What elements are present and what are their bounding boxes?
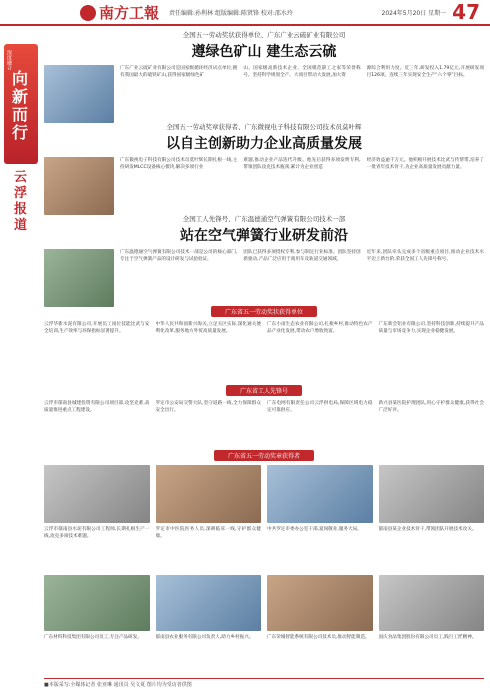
award-row-2: [44, 575, 484, 679]
profile-caption: 广东材料科技集团有限公司员工,专注产品研发。: [44, 635, 142, 640]
sidebar-subtitle: 深度融合: [6, 50, 12, 70]
section-banner: [44, 385, 484, 396]
profile-caption: 中共罗定市委办公室干部,爱岗敬业,服务大局。: [267, 527, 362, 532]
portrait-photo: [44, 465, 150, 523]
profile-card: [379, 465, 485, 573]
list-item: 新兴县某医院护理团队,用心守护群众健康,获得社会广泛好评。: [378, 401, 484, 414]
profile-caption: 广东荣城智能系统有限公司技术员,推动智能制造。: [267, 635, 370, 640]
portrait-photo: [379, 575, 485, 631]
article-col: 广东温德通空气弹簧有限公司技术一部是公司的核心部门,专注于空气弹簧产品的设计研发与试验验证,: [120, 250, 238, 263]
article-col: 近年来,团队牵头完成多个省级重点项目,推动企业技术水平迈上新台阶,荣获全国工人先锋号称号。: [366, 250, 484, 263]
article-wendetong: [44, 214, 484, 306]
article-kicker: 全国五一劳动奖状获得单位、广东广业云硫矿业有限公司: [182, 31, 346, 39]
profile-caption: 郁南县农业服务有限公司负责人,助力乡村振兴。: [155, 635, 254, 640]
article-col: 经济效益逾千万元。他积极开展技术比武与传帮带,培养了一批青年技术骨干,为企业高质量发展贡献力量。: [366, 158, 484, 171]
masthead: [0, 0, 490, 26]
article-col: 难题,推动企业产品迭代升级。他先后获得多项发明专利,带领团队攻克技术瓶颈,累计为企业创造: [243, 158, 361, 171]
sidebar-title: 向新而行: [12, 69, 29, 142]
masthead-logo: [80, 2, 159, 23]
profile-card: [379, 575, 485, 679]
portrait-photo: [156, 465, 262, 523]
article-weishi: [44, 122, 484, 214]
page-number: 47: [452, 0, 480, 24]
list-item: 广东小雨生态农业有限公司,扎根乡村,推动特色农产品产业化发展,带动农户增收致富。: [267, 322, 373, 335]
portrait-photo: [267, 465, 373, 523]
pioneer-teams: [44, 400, 484, 450]
section-banner-label: 广东省工人先锋号: [226, 385, 302, 396]
editor-credits: 责任编辑:孙利林 组版编辑:陈贤锋 校对:邵水玲: [169, 9, 293, 17]
page-footer: ■本版采写:全媒体记者 张亚琳 通讯员 吴文夏 图片均为受访者供图: [44, 678, 484, 688]
article-col: 源综合利用力度。近三年,研发投入1.79亿元,开展研发项目126项。连续三年实现安全生产“六个零”目标。: [366, 66, 484, 79]
list-item: 云浮华新水泥有限公司,开展员工岗位技能比武与安全培训,生产效率与环保指标显著提升。: [44, 322, 150, 335]
award-row-1: [44, 465, 484, 573]
article-yunliu: [44, 30, 484, 122]
list-item: 广东电网有限责任公司云浮供电局,保障区域电力稳定可靠供应。: [267, 401, 373, 414]
photo: [44, 65, 114, 123]
portrait-photo: [156, 575, 262, 631]
photo: [44, 249, 114, 307]
profile-card: [44, 575, 150, 679]
list-item: 云浮市郁南县城建投资有限公司项目部,攻坚克难,高质量推进重点工程建设。: [44, 401, 150, 414]
list-item: 广东新会铝业有限公司,坚持科技创新,持续提升产品质量与市场竞争力,实现企业稳健发展。: [378, 322, 484, 335]
list-item: 中华人民共和国新兴海关,立足关区实际,深化通关便利化改革,服务地方外贸高质量发展。: [155, 322, 261, 335]
section-banner: [44, 306, 484, 317]
article-columns: [44, 157, 484, 215]
section-sidebar: [0, 30, 40, 690]
article-col: 团队已获得多项授权专利,参与制定行业标准。团队坚持创新驱动,产品广泛应用于商用车及轨道交通领域。: [243, 250, 361, 263]
medal-units: [44, 321, 484, 385]
profile-caption: 云浮市郁南县水泥有限公司工程师,长期扎根生产一线,攻克多项技术难题。: [44, 527, 150, 540]
article-columns: [44, 249, 484, 307]
logo-emblem-icon: [80, 5, 96, 21]
article-title: 遵绿色矿山 建生态云硫: [191, 44, 337, 60]
section-banner-label: 广东省五一劳动奖状获得单位: [211, 306, 317, 317]
profile-caption: 郁南县某企业技术骨干,带领团队开展技术攻关。: [378, 527, 477, 532]
profile-card: [267, 465, 373, 573]
issue-date: 2024年5月20日 星期一: [381, 9, 447, 17]
logo-text: 南方工報: [99, 3, 160, 22]
photo: [44, 157, 114, 215]
portrait-photo: [267, 575, 373, 631]
portrait-photo: [379, 465, 485, 523]
page-content: [44, 30, 484, 679]
article-kicker: 全国五一劳动奖章获得者、广东微视电子科技有限公司技术员莫叶辉: [166, 123, 362, 131]
article-title: 站在空气弹簧行业研发前沿: [180, 228, 348, 244]
section-label: 云浮报道: [14, 170, 28, 233]
portrait-photo: [44, 575, 150, 631]
article-col: 山、国家级高新技术企业、全国模范职工之家等荣誉称号。坚持科学规划全产、大项目带动大发展,加大资: [243, 66, 361, 79]
article-kicker: 全国工人先锋号、广东温德通空气弹簧有限公司技术一部: [182, 215, 346, 223]
section-banner: [44, 450, 484, 461]
article-title: 以自主创新助力企业高质量发展: [166, 136, 362, 152]
section-banner-label: 广东省五一劳动奖章获得者: [214, 450, 314, 461]
article-col: 广东广业云硫矿业有限公司是国家级循环经济试点单位,拥有我国最大的硫铁矿山,获得国家级绿色矿: [120, 66, 238, 79]
profile-card: [44, 465, 150, 573]
profile-card: [156, 575, 262, 679]
profile-card: [267, 575, 373, 679]
profile-caption: 国庆食品集团股份有限公司员工,践行工匠精神。: [378, 635, 477, 640]
article-col: 广东微视电子科技有限公司技术员莫叶辉长期扎根一线,主持研发MLCC设备核心模块,解决多项行业: [120, 158, 238, 171]
article-columns: [44, 65, 484, 123]
profile-caption: 罗定市中医院医务人员,深耕临床一线,守护群众健康。: [155, 527, 261, 540]
profile-card: [156, 465, 262, 573]
list-item: 罗定市公安局交警大队,坚守道路一线,全力保障群众安全出行。: [155, 401, 261, 414]
